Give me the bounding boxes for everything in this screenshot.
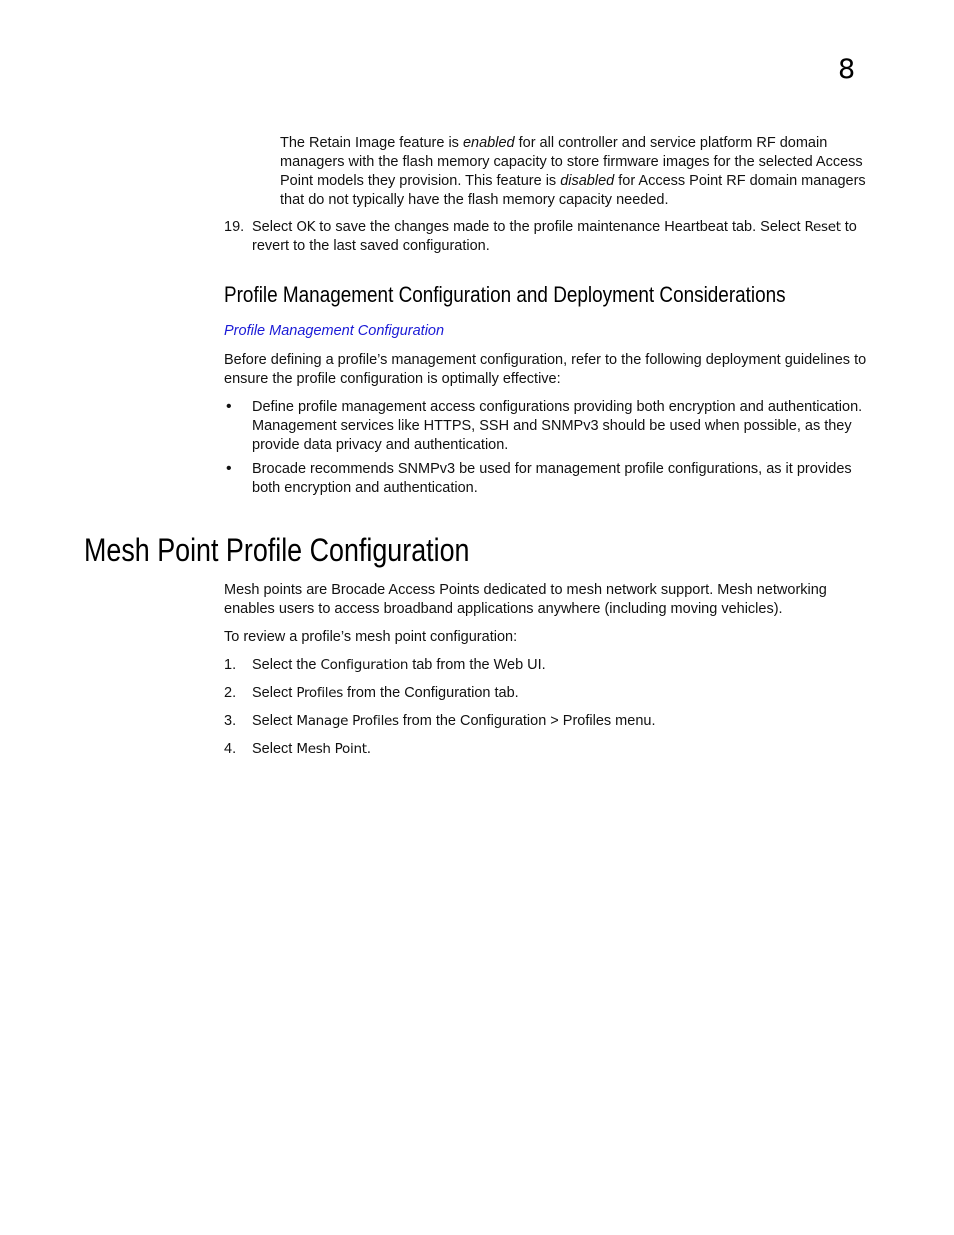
reset-ui-label: Reset bbox=[804, 219, 841, 235]
ok-ui-label: OK bbox=[296, 219, 316, 235]
ui-label: Mesh Point. bbox=[296, 741, 371, 757]
step-body bbox=[252, 684, 519, 703]
step-body bbox=[252, 712, 655, 731]
page-title: Mesh Point Profile Configuration bbox=[84, 532, 470, 568]
step19-text-2: to save the changes made to the profile maintenance Heartbeat tab. Select bbox=[315, 219, 805, 235]
step-body bbox=[252, 218, 874, 256]
step-body bbox=[252, 740, 371, 759]
step-text-post: from the Configuration > Profiles menu. bbox=[398, 713, 656, 729]
step-text-post: tab from the Web UI. bbox=[408, 657, 546, 673]
retain-text-2: for all controller and service platform RF domain managers with the flash memory capacity to store firmware images for the selected Access Point models they provision. This feature is bbox=[280, 135, 863, 189]
step-number: 3. bbox=[224, 713, 237, 729]
mesh-intro: Mesh points are Brocade Access Points dedicated to mesh network support. Mesh networking enables users to access broadband applications anywhere (including moving vehicles). bbox=[224, 582, 827, 617]
step-text-pre: Select bbox=[252, 741, 297, 757]
retain-image-note bbox=[280, 134, 870, 210]
step-text-post: from the Configuration tab. bbox=[342, 685, 519, 701]
mesh-review-text: To review a profile’s mesh point configuration: bbox=[224, 629, 518, 645]
step-number: 19. bbox=[224, 219, 245, 235]
step-number: 1. bbox=[224, 657, 237, 673]
step-number: 2. bbox=[224, 685, 237, 701]
bullet-icon: • bbox=[226, 398, 232, 415]
retain-enabled: enabled bbox=[462, 135, 515, 151]
bullet-text: Define profile management access configurations providing both encryption and authentication. Management services like HTTPS, SSH and SNMPv3 should be used when possible, as they provide data privacy and authentication. bbox=[252, 399, 863, 453]
chapter-number: 8 bbox=[838, 54, 856, 85]
bullet-icon: • bbox=[226, 460, 232, 477]
step-body bbox=[252, 656, 546, 675]
retain-disabled: disabled bbox=[560, 173, 615, 189]
step-text-pre: Select bbox=[252, 713, 297, 729]
step19-text-1: Select bbox=[252, 219, 297, 235]
step-text-pre: Select bbox=[252, 685, 297, 701]
profile-management-link[interactable]: Profile Management Configuration bbox=[224, 323, 445, 339]
bullet-text: Brocade recommends SNMPv3 be used for management profile configurations, as it provides both encryption and authentication. bbox=[252, 461, 852, 496]
section-heading: Profile Management Configuration and Deployment Considerations bbox=[224, 282, 786, 307]
retain-text-3: for Access Point RF domain managers that do not typically have the flash memory capacity needed. bbox=[280, 173, 866, 208]
step-text-pre: Select the bbox=[252, 657, 321, 673]
ui-label: Configuration bbox=[320, 657, 409, 673]
ui-label: Manage Profiles bbox=[296, 713, 399, 729]
section-intro: Before defining a profile’s management configuration, refer to the following deployment guidelines to ensure the profile configuration is optimally effective: bbox=[224, 352, 867, 387]
step-number: 4. bbox=[224, 741, 237, 757]
ui-label: Profiles bbox=[296, 685, 343, 701]
step19-text-3: to revert to the last saved configuration. bbox=[252, 219, 857, 254]
retain-text-1: The Retain Image feature is bbox=[280, 135, 463, 151]
